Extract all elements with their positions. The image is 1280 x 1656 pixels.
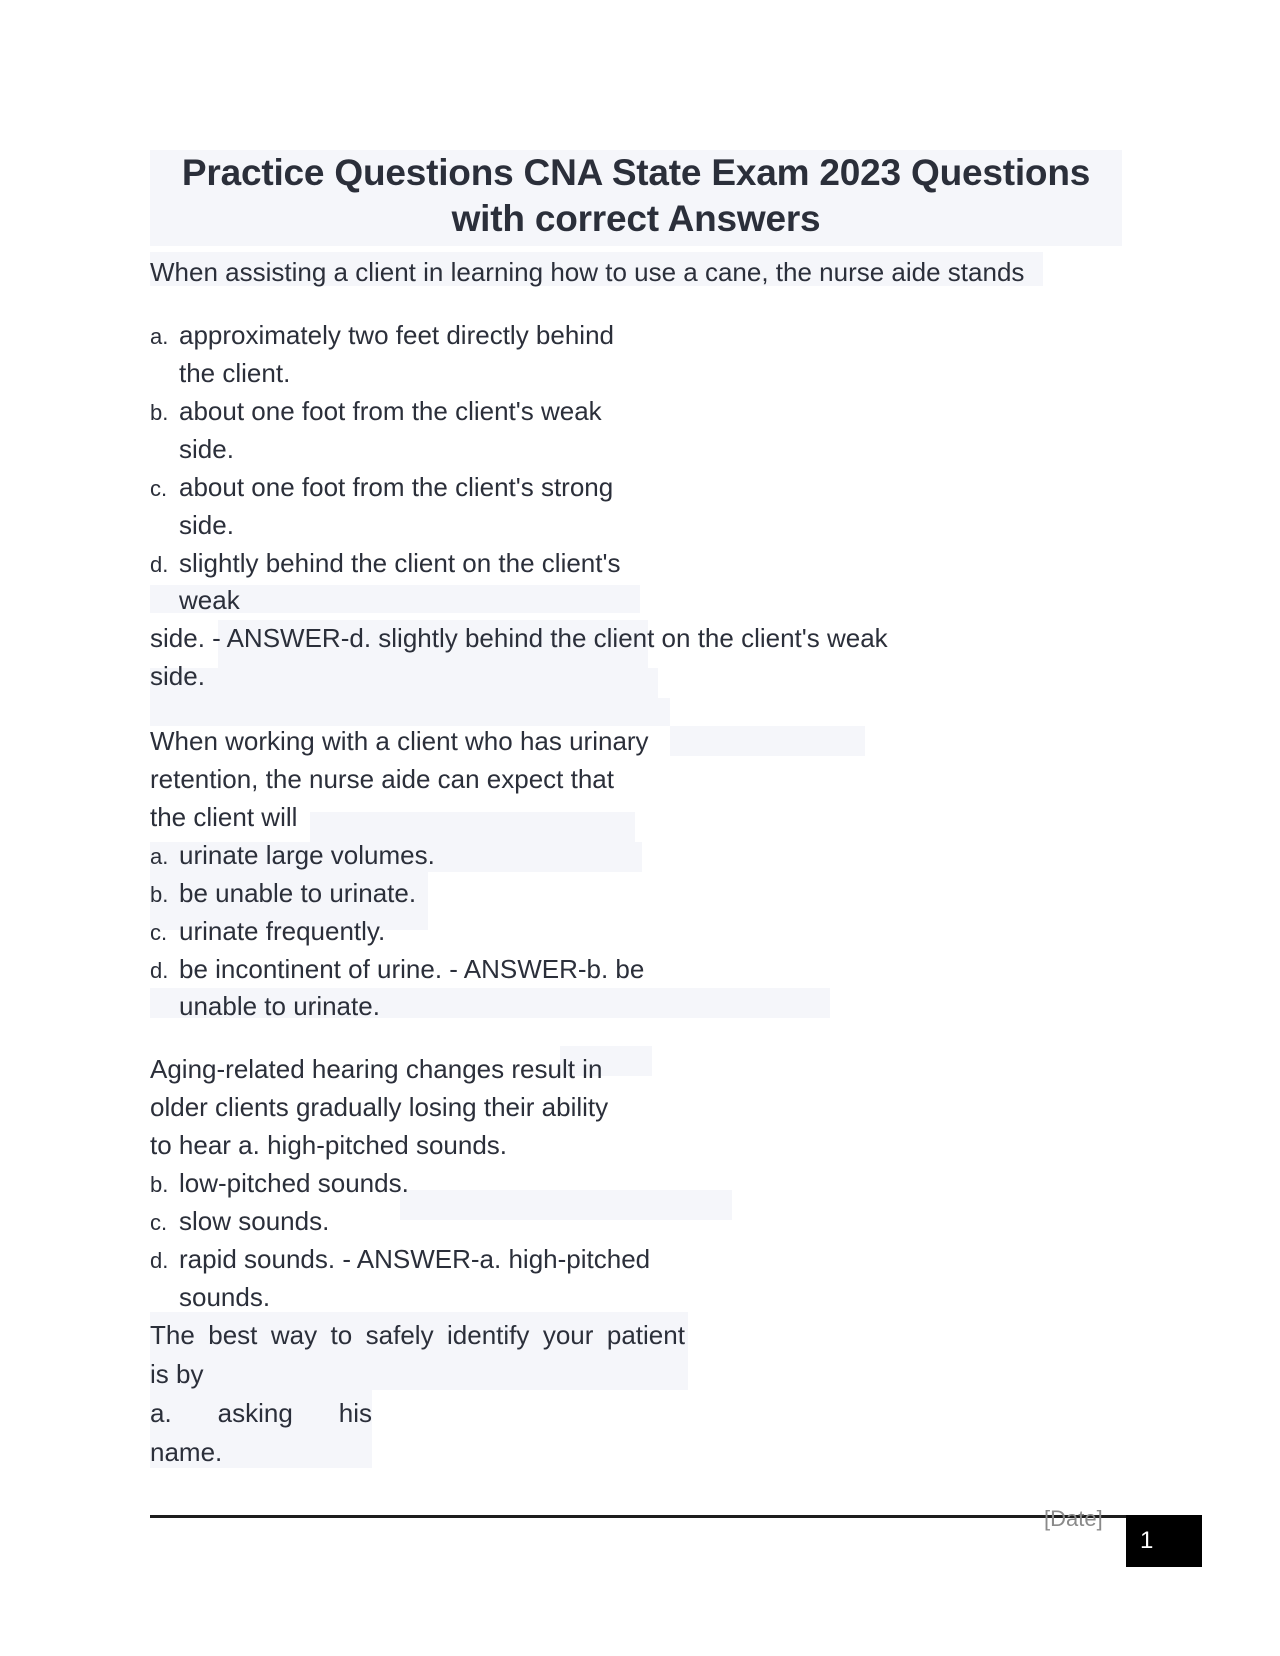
option-text: about one foot from the client's strong: [179, 472, 614, 502]
option-label: c.: [150, 476, 168, 501]
option-text: slow sounds.: [179, 1206, 330, 1236]
q1-option-c: [150, 468, 613, 508]
footer-rule: [150, 1515, 1145, 1518]
option-text: low-pitched sounds.: [179, 1168, 409, 1198]
q1-option-b-cont: side.: [179, 434, 234, 464]
option-label: c.: [150, 1210, 168, 1235]
option-text: urinate large volumes.: [179, 840, 435, 870]
q1-option-d: [150, 544, 620, 584]
q3-stem-line-3: to hear a. high-pitched sounds.: [150, 1130, 508, 1160]
option-text: rapid sounds. - ANSWER-a. high-pitched: [179, 1244, 651, 1274]
q1-option-b: [150, 392, 602, 432]
option-label: c.: [150, 920, 168, 945]
q2-stem-line-2: retention, the nurse aide can expect that: [150, 764, 614, 794]
option-label: b.: [150, 882, 169, 907]
q1-option-d-cont: weak: [179, 585, 240, 615]
q1-answer: side. - ANSWER-d. slightly behind the client on the client's weak: [150, 623, 888, 653]
q3-option-d: [150, 1240, 650, 1280]
q4-word: a.: [150, 1398, 172, 1428]
q3-stem-line-2: older clients gradually losing their ability: [150, 1092, 609, 1122]
document-title: [150, 150, 1122, 246]
q4-option-a-cont: name.: [150, 1437, 223, 1467]
q3-option-b: [150, 1164, 409, 1204]
q1-option-a: [150, 316, 614, 356]
highlight-band: [150, 668, 658, 698]
q2-option-d-cont: unable to urinate.: [179, 991, 380, 1021]
option-text: slightly behind the client on the client's: [179, 548, 621, 578]
q4-word: asking: [217, 1398, 293, 1428]
title-line-1: Practice Questions CNA State Exam 2023 Questions: [181, 152, 1091, 193]
option-label: d.: [150, 958, 169, 983]
option-text: about one foot from the client's weak: [179, 396, 602, 426]
q1-option-c-cont: side.: [179, 510, 234, 540]
q2-option-c: [150, 912, 385, 952]
q1-stem: When assisting a client in learning how to use a cane, the nurse aide stands: [150, 257, 1025, 287]
option-label: d.: [150, 1248, 169, 1273]
q3-stem-line-1: Aging-related hearing changes result in: [150, 1054, 603, 1084]
q1-option-a-cont: the client.: [179, 358, 291, 388]
q4-word: safely: [365, 1320, 434, 1350]
q2-option-b: [150, 874, 416, 914]
footer-date: [Date]: [1044, 1506, 1103, 1531]
q4-stem-line-1: [150, 1316, 685, 1354]
q4-word: patient: [606, 1320, 685, 1350]
q4-word: your: [542, 1320, 594, 1350]
q4-word: best: [208, 1320, 258, 1350]
q4-word: to: [330, 1320, 353, 1350]
option-label: a.: [150, 324, 169, 349]
q4-option-a: [150, 1394, 372, 1432]
q4-word: identify: [447, 1320, 530, 1350]
title-line-2: with correct Answers: [451, 198, 821, 239]
q2-option-a: [150, 836, 435, 876]
q4-word: his: [338, 1398, 372, 1428]
option-text: approximately two feet directly behind: [179, 320, 615, 350]
q1-answer-cont: side.: [150, 661, 205, 691]
option-label: b.: [150, 1172, 169, 1197]
q3-option-d-cont: sounds.: [179, 1282, 271, 1312]
option-label: b.: [150, 400, 169, 425]
q2-stem-line-1: When working with a client who has urinary: [150, 726, 649, 756]
q4-word: The: [150, 1320, 195, 1350]
option-label: a.: [150, 844, 169, 869]
q4-word: way: [270, 1320, 318, 1350]
option-text: be incontinent of urine. - ANSWER-b. be: [179, 954, 645, 984]
option-text: urinate frequently.: [179, 916, 386, 946]
q2-stem-line-3: the client will: [150, 802, 298, 832]
q4-stem-line-2: is by: [150, 1359, 204, 1389]
page-number: 1: [1126, 1515, 1202, 1567]
q2-option-d: [150, 950, 644, 990]
option-label: d.: [150, 552, 169, 577]
option-text: be unable to urinate.: [179, 878, 417, 908]
q3-option-c: [150, 1202, 329, 1242]
highlight-band: [400, 1190, 732, 1220]
highlight-band: [670, 726, 865, 756]
